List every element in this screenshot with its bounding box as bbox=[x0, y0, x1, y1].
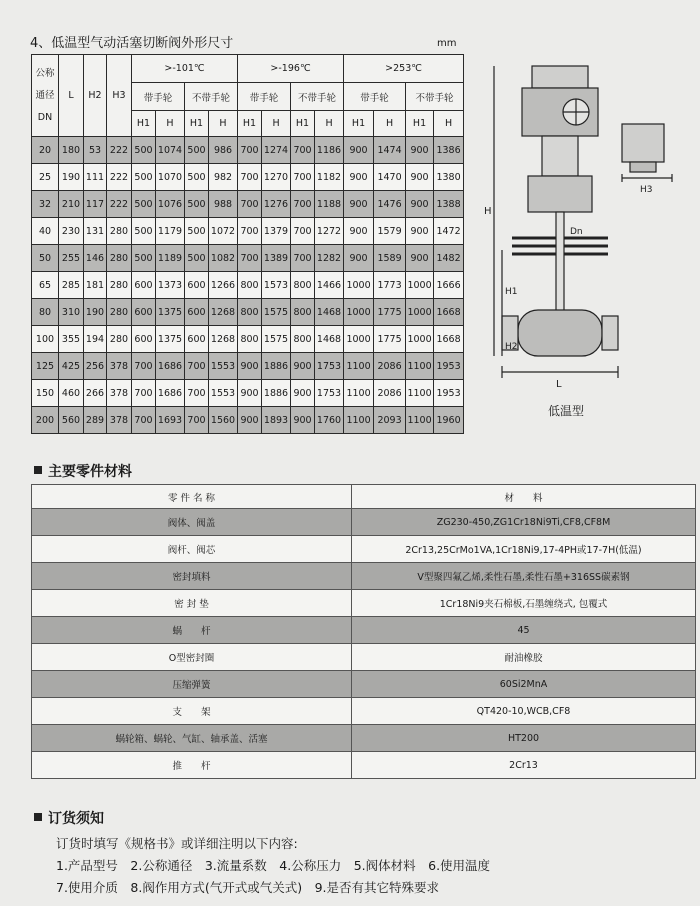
table-cell: 1100 bbox=[406, 380, 434, 407]
table-cell: 20 bbox=[32, 137, 59, 164]
part-name-cell: 密 封 垫 bbox=[32, 590, 352, 617]
order-items-line-2: 7.使用介质 8.阀作用方式(气开式或气关式) 9.是否有其它特殊要求 bbox=[56, 880, 440, 895]
cylinder bbox=[528, 176, 592, 212]
part-name-cell: O型密封圈 bbox=[32, 644, 352, 671]
table-cell: 280 bbox=[107, 218, 132, 245]
table-cell: 150 bbox=[32, 380, 59, 407]
bullet-square-icon bbox=[34, 466, 42, 474]
table-cell: 180 bbox=[59, 137, 84, 164]
table-cell: 700 bbox=[185, 353, 209, 380]
table-cell: 1760 bbox=[315, 407, 344, 434]
table-cell: 1186 bbox=[315, 137, 344, 164]
order-section-title: 订货须知 bbox=[34, 808, 104, 828]
table-cell: 900 bbox=[406, 218, 434, 245]
table-cell: 1100 bbox=[344, 353, 374, 380]
table-cell: 194 bbox=[84, 326, 107, 353]
table-row bbox=[32, 191, 464, 218]
table-cell: 1686 bbox=[156, 380, 185, 407]
table-cell: 1753 bbox=[315, 380, 344, 407]
valve-body bbox=[518, 310, 602, 356]
table-row bbox=[32, 617, 696, 644]
table-cell: 1472 bbox=[434, 218, 464, 245]
table-cell: 117 bbox=[84, 191, 107, 218]
table-cell: 131 bbox=[84, 218, 107, 245]
table-cell: 1179 bbox=[156, 218, 185, 245]
table-row bbox=[32, 353, 464, 380]
table-cell: 1100 bbox=[406, 407, 434, 434]
table-cell: 1268 bbox=[209, 299, 238, 326]
material-cell: 45 bbox=[352, 617, 696, 644]
table-cell: 1953 bbox=[434, 353, 464, 380]
table-cell: 1100 bbox=[344, 407, 374, 434]
table-cell: 1268 bbox=[209, 326, 238, 353]
table-cell: 988 bbox=[209, 191, 238, 218]
materials-table-body bbox=[32, 509, 696, 779]
header-without-wheel: 不带手轮 bbox=[291, 83, 344, 111]
table-row bbox=[32, 698, 696, 725]
table-cell: 900 bbox=[291, 407, 315, 434]
table-cell: 111 bbox=[84, 164, 107, 191]
table-cell: 900 bbox=[238, 407, 262, 434]
table-cell: 1373 bbox=[156, 272, 185, 299]
label-h2: H2 bbox=[505, 342, 518, 352]
table-cell: 1666 bbox=[434, 272, 464, 299]
table-cell: 1386 bbox=[434, 137, 464, 164]
table-cell: 1474 bbox=[374, 137, 406, 164]
table-cell: 181 bbox=[84, 272, 107, 299]
table-cell: 1000 bbox=[406, 326, 434, 353]
table-row bbox=[32, 299, 464, 326]
table-cell: 600 bbox=[185, 326, 209, 353]
table-cell: 53 bbox=[84, 137, 107, 164]
table-cell: 1476 bbox=[374, 191, 406, 218]
table-cell: 1188 bbox=[315, 191, 344, 218]
table-cell: 1070 bbox=[156, 164, 185, 191]
table-cell: 222 bbox=[107, 164, 132, 191]
materials-section-title: 主要零件材料 bbox=[34, 461, 132, 481]
yoke bbox=[542, 136, 578, 176]
table-cell: 1668 bbox=[434, 299, 464, 326]
table-cell: 1389 bbox=[262, 245, 291, 272]
table-cell: 1000 bbox=[406, 299, 434, 326]
table-cell: 900 bbox=[238, 380, 262, 407]
table-cell: 2086 bbox=[374, 380, 406, 407]
table-cell: 600 bbox=[185, 299, 209, 326]
table-cell: 1470 bbox=[374, 164, 406, 191]
table-cell: 230 bbox=[59, 218, 84, 245]
table-cell: 1074 bbox=[156, 137, 185, 164]
header-h: H bbox=[374, 111, 406, 137]
table-row bbox=[32, 218, 464, 245]
table-cell: 800 bbox=[291, 299, 315, 326]
table-cell: 80 bbox=[32, 299, 59, 326]
table-cell: 1668 bbox=[434, 326, 464, 353]
table-cell: 1575 bbox=[262, 299, 291, 326]
table-cell: 900 bbox=[406, 191, 434, 218]
table-cell: 1276 bbox=[262, 191, 291, 218]
header-h1: H1 bbox=[291, 111, 315, 137]
table-cell: 100 bbox=[32, 326, 59, 353]
table-cell: 600 bbox=[132, 272, 156, 299]
table-row bbox=[32, 725, 696, 752]
part-name-cell: 推 杆 bbox=[32, 752, 352, 779]
table-row bbox=[32, 164, 464, 191]
table-cell: 700 bbox=[238, 245, 262, 272]
table-cell: 146 bbox=[84, 245, 107, 272]
doc-title: 4、低温型气动活塞切断阀外形尺寸 bbox=[30, 36, 234, 51]
table-cell: 1100 bbox=[344, 380, 374, 407]
table-cell: 500 bbox=[185, 164, 209, 191]
table-row bbox=[32, 590, 696, 617]
table-cell: 900 bbox=[406, 164, 434, 191]
table-cell: 289 bbox=[84, 407, 107, 434]
materials-header-part: 零 件 名 称 bbox=[32, 485, 352, 509]
table-row bbox=[32, 671, 696, 698]
table-cell: 1893 bbox=[262, 407, 291, 434]
table-cell: 700 bbox=[185, 380, 209, 407]
actuator-top bbox=[532, 66, 588, 88]
header-h3: H3 bbox=[107, 55, 132, 137]
table-cell: 1380 bbox=[434, 164, 464, 191]
table-cell: 1686 bbox=[156, 353, 185, 380]
table-cell: 500 bbox=[132, 137, 156, 164]
table-cell: 285 bbox=[59, 272, 84, 299]
header-h: H bbox=[156, 111, 185, 137]
table-cell: 500 bbox=[132, 245, 156, 272]
table-cell: 900 bbox=[344, 218, 374, 245]
table-cell: 1375 bbox=[156, 299, 185, 326]
part-name-cell: 压缩弹簧 bbox=[32, 671, 352, 698]
table-cell: 700 bbox=[132, 353, 156, 380]
table-cell: 50 bbox=[32, 245, 59, 272]
table-cell: 700 bbox=[291, 164, 315, 191]
table-cell: 280 bbox=[107, 326, 132, 353]
table-cell: 2086 bbox=[374, 353, 406, 380]
table-cell: 1072 bbox=[209, 218, 238, 245]
table-cell: 125 bbox=[32, 353, 59, 380]
table-row bbox=[32, 407, 464, 434]
table-cell: 2093 bbox=[374, 407, 406, 434]
header-h: H bbox=[209, 111, 238, 137]
table-cell: 982 bbox=[209, 164, 238, 191]
header-h2: H2 bbox=[84, 55, 107, 137]
table-row bbox=[32, 752, 696, 779]
material-cell: 2Cr13 bbox=[352, 752, 696, 779]
table-cell: 1000 bbox=[344, 326, 374, 353]
table-cell: 280 bbox=[107, 272, 132, 299]
header-with-wheel: 带手轮 bbox=[238, 83, 291, 111]
table-cell: 700 bbox=[238, 218, 262, 245]
header-h1: H1 bbox=[238, 111, 262, 137]
table-cell: 1100 bbox=[406, 353, 434, 380]
table-cell: 900 bbox=[344, 191, 374, 218]
table-cell: 460 bbox=[59, 380, 84, 407]
label-l: L bbox=[556, 379, 562, 390]
table-row bbox=[32, 509, 696, 536]
table-cell: 1468 bbox=[315, 299, 344, 326]
table-cell: 700 bbox=[291, 137, 315, 164]
header-without-wheel: 不带手轮 bbox=[406, 83, 464, 111]
table-cell: 256 bbox=[84, 353, 107, 380]
table-cell: 800 bbox=[238, 299, 262, 326]
table-cell: 1270 bbox=[262, 164, 291, 191]
table-cell: 210 bbox=[59, 191, 84, 218]
table-cell: 600 bbox=[132, 299, 156, 326]
table-cell: 700 bbox=[238, 164, 262, 191]
material-cell: 2Cr13,25CrMo1VA,1Cr18Ni9,17-4PH或17-7H(低温) bbox=[352, 536, 696, 563]
table-cell: 1573 bbox=[262, 272, 291, 299]
part-name-cell: 阀体、阀盖 bbox=[32, 509, 352, 536]
table-cell: 900 bbox=[291, 380, 315, 407]
table-cell: 222 bbox=[107, 137, 132, 164]
diagram-caption: 低温型 bbox=[548, 404, 585, 418]
header-h1: H1 bbox=[185, 111, 209, 137]
table-cell: 500 bbox=[185, 191, 209, 218]
table-cell: 500 bbox=[132, 164, 156, 191]
table-cell: 280 bbox=[107, 299, 132, 326]
table-cell: 900 bbox=[344, 164, 374, 191]
header-h: H bbox=[315, 111, 344, 137]
header-h1: H1 bbox=[406, 111, 434, 137]
table-cell: 1753 bbox=[315, 353, 344, 380]
table-cell: 65 bbox=[32, 272, 59, 299]
table-cell: 900 bbox=[406, 245, 434, 272]
table-cell: 1000 bbox=[344, 272, 374, 299]
table-cell: 700 bbox=[185, 407, 209, 434]
table-cell: 800 bbox=[291, 326, 315, 353]
part-name-cell: 蜗轮箱、蜗轮、气缸、轴承盖、活塞 bbox=[32, 725, 352, 752]
header-temp-101: >-101℃ bbox=[132, 55, 238, 83]
table-cell: 1076 bbox=[156, 191, 185, 218]
table-cell: 700 bbox=[132, 407, 156, 434]
side-actuator bbox=[622, 124, 664, 162]
table-cell: 700 bbox=[291, 218, 315, 245]
table-cell: 378 bbox=[107, 380, 132, 407]
material-cell: 耐油橡胶 bbox=[352, 644, 696, 671]
table-cell: 1388 bbox=[434, 191, 464, 218]
order-intro: 订货时填写《规格书》或详细注明以下内容: bbox=[56, 836, 298, 851]
table-cell: 700 bbox=[238, 137, 262, 164]
table-cell: 500 bbox=[185, 245, 209, 272]
table-cell: 1773 bbox=[374, 272, 406, 299]
table-cell: 1468 bbox=[315, 326, 344, 353]
table-cell: 40 bbox=[32, 218, 59, 245]
table-cell: 700 bbox=[291, 245, 315, 272]
table-row bbox=[32, 380, 464, 407]
table-row bbox=[32, 644, 696, 671]
table-cell: 700 bbox=[238, 191, 262, 218]
table-cell: 1960 bbox=[434, 407, 464, 434]
table-cell: 1082 bbox=[209, 245, 238, 272]
table-cell: 1589 bbox=[374, 245, 406, 272]
label-h3: H3 bbox=[640, 185, 653, 195]
table-cell: 1775 bbox=[374, 326, 406, 353]
header-h1: H1 bbox=[344, 111, 374, 137]
part-name-cell: 支 架 bbox=[32, 698, 352, 725]
bullet-square-icon bbox=[34, 813, 42, 821]
flange-right bbox=[602, 316, 618, 350]
part-name-cell: 阀杆、阀芯 bbox=[32, 536, 352, 563]
table-cell: 1886 bbox=[262, 380, 291, 407]
table-cell: 1182 bbox=[315, 164, 344, 191]
table-cell: 32 bbox=[32, 191, 59, 218]
table-row bbox=[32, 137, 464, 164]
material-cell: HT200 bbox=[352, 725, 696, 752]
table-cell: 900 bbox=[344, 245, 374, 272]
table-cell: 1466 bbox=[315, 272, 344, 299]
order-items-line-1: 1.产品型号 2.公称通径 3.流量系数 4.公称压力 5.阀体材料 6.使用温度 bbox=[56, 858, 491, 873]
table-cell: 280 bbox=[107, 245, 132, 272]
table-cell: 560 bbox=[59, 407, 84, 434]
header-without-wheel: 不带手轮 bbox=[185, 83, 238, 111]
header-h: H bbox=[262, 111, 291, 137]
table-cell: 800 bbox=[238, 326, 262, 353]
table-cell: 700 bbox=[291, 191, 315, 218]
table-cell: 1553 bbox=[209, 353, 238, 380]
table-row bbox=[32, 245, 464, 272]
table-cell: 1775 bbox=[374, 299, 406, 326]
table-cell: 900 bbox=[344, 137, 374, 164]
table-cell: 266 bbox=[84, 380, 107, 407]
table-cell: 1272 bbox=[315, 218, 344, 245]
material-cell: QT420-10,WCB,CF8 bbox=[352, 698, 696, 725]
dimension-table bbox=[31, 54, 464, 434]
table-row bbox=[32, 563, 696, 590]
header-with-wheel: 带手轮 bbox=[132, 83, 185, 111]
table-cell: 1579 bbox=[374, 218, 406, 245]
header-h1: H1 bbox=[132, 111, 156, 137]
table-cell: 900 bbox=[291, 353, 315, 380]
table-cell: 500 bbox=[185, 137, 209, 164]
table-row bbox=[32, 536, 696, 563]
table-cell: 986 bbox=[209, 137, 238, 164]
table-cell: 1379 bbox=[262, 218, 291, 245]
table-cell: 222 bbox=[107, 191, 132, 218]
unit-label: mm bbox=[437, 38, 457, 49]
table-cell: 1693 bbox=[156, 407, 185, 434]
table-cell: 1000 bbox=[406, 272, 434, 299]
table-cell: 425 bbox=[59, 353, 84, 380]
table-cell: 600 bbox=[132, 326, 156, 353]
header-with-wheel: 带手轮 bbox=[344, 83, 406, 111]
table-cell: 25 bbox=[32, 164, 59, 191]
table-cell: 900 bbox=[406, 137, 434, 164]
table-cell: 255 bbox=[59, 245, 84, 272]
table-cell: 378 bbox=[107, 353, 132, 380]
valve-diagram bbox=[472, 54, 694, 434]
table-cell: 900 bbox=[238, 353, 262, 380]
table-cell: 1282 bbox=[315, 245, 344, 272]
material-cell: ZG230-450,ZG1Cr18Ni9Ti,CF8,CF8M bbox=[352, 509, 696, 536]
label-h: H bbox=[484, 206, 492, 217]
table-cell: 1553 bbox=[209, 380, 238, 407]
table-cell: 800 bbox=[291, 272, 315, 299]
table-row bbox=[32, 326, 464, 353]
header-dn: 公称 通径 DN bbox=[32, 55, 59, 137]
header-h: H bbox=[434, 111, 464, 137]
table-row bbox=[32, 272, 464, 299]
table-cell: 600 bbox=[185, 272, 209, 299]
table-cell: 1274 bbox=[262, 137, 291, 164]
material-cell: V型聚四氟乙烯,柔性石墨,柔性石墨+316SS碳素钢 bbox=[352, 563, 696, 590]
part-name-cell: 密封填料 bbox=[32, 563, 352, 590]
table-cell: 355 bbox=[59, 326, 84, 353]
table-cell: 500 bbox=[132, 218, 156, 245]
table-cell: 1482 bbox=[434, 245, 464, 272]
table-cell: 800 bbox=[238, 272, 262, 299]
table-cell: 500 bbox=[132, 191, 156, 218]
material-cell: 1Cr18Ni9夹石棉板,石墨缠绕式, 包覆式 bbox=[352, 590, 696, 617]
materials-header-material: 材 料 bbox=[352, 485, 696, 509]
table-cell: 1575 bbox=[262, 326, 291, 353]
materials-table bbox=[31, 484, 696, 779]
material-cell: 60Si2MnA bbox=[352, 671, 696, 698]
label-dn: Dn bbox=[570, 227, 583, 237]
table-cell: 700 bbox=[132, 380, 156, 407]
header-l: L bbox=[59, 55, 84, 137]
header-temp-196: >-196℃ bbox=[238, 55, 344, 83]
table-cell: 190 bbox=[84, 299, 107, 326]
table-cell: 200 bbox=[32, 407, 59, 434]
table-cell: 1886 bbox=[262, 353, 291, 380]
table-cell: 310 bbox=[59, 299, 84, 326]
dimension-table-body bbox=[32, 137, 464, 434]
table-cell: 1189 bbox=[156, 245, 185, 272]
part-name-cell: 蜗 杆 bbox=[32, 617, 352, 644]
table-cell: 1266 bbox=[209, 272, 238, 299]
table-cell: 1560 bbox=[209, 407, 238, 434]
table-cell: 1953 bbox=[434, 380, 464, 407]
table-cell: 1000 bbox=[344, 299, 374, 326]
table-cell: 500 bbox=[185, 218, 209, 245]
header-temp-253: >253℃ bbox=[344, 55, 464, 83]
extension-bonnet bbox=[556, 212, 564, 312]
label-h1: H1 bbox=[505, 287, 518, 297]
table-cell: 378 bbox=[107, 407, 132, 434]
table-cell: 190 bbox=[59, 164, 84, 191]
table-cell: 1375 bbox=[156, 326, 185, 353]
